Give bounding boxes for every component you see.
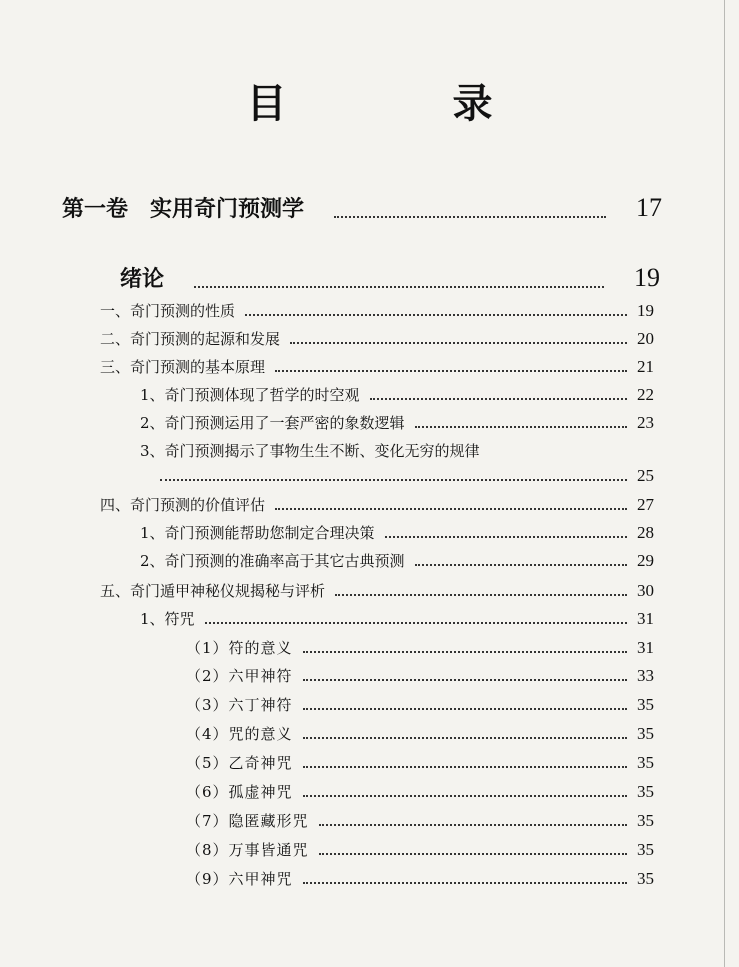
toc-entry-page: 25 bbox=[637, 466, 654, 485]
page-title: 目 录 bbox=[246, 81, 569, 127]
toc-entry-label: 1、符咒 bbox=[140, 610, 195, 628]
toc-entry-label: 1、奇门预测体现了哲学的时空观 bbox=[140, 386, 360, 404]
toc-entry-label: 四、奇门预测的价值评估 bbox=[100, 496, 266, 514]
toc-entry-label: （4）咒的意义 bbox=[186, 725, 293, 743]
toc-entry-section-4-2[interactable] bbox=[140, 550, 654, 571]
toc-entry-section-5-1-2[interactable] bbox=[186, 665, 654, 686]
dot-leader bbox=[205, 621, 627, 624]
toc-entry-section-5-1-8[interactable] bbox=[186, 839, 654, 860]
toc-entry-page: 23 bbox=[637, 413, 654, 432]
toc-entry-section-3-3-label[interactable]: 3、奇门预测揭示了事物生生不断、变化无穷的规律 bbox=[140, 442, 480, 460]
toc-entry-section-4-1[interactable] bbox=[140, 522, 654, 543]
toc-entry-page: 35 bbox=[637, 840, 654, 859]
toc-entry-section-5-1-5[interactable] bbox=[186, 752, 654, 773]
toc-entry-label: （6）孤虚神咒 bbox=[186, 783, 293, 801]
toc-entry-page: 35 bbox=[637, 695, 654, 714]
toc-entry-section-5-1[interactable] bbox=[140, 608, 654, 629]
toc-entry-page: 27 bbox=[637, 495, 654, 514]
dot-leader bbox=[303, 650, 627, 653]
toc-entry-page: 21 bbox=[637, 357, 654, 376]
dot-leader bbox=[303, 881, 627, 884]
toc-entry-label: 二、奇门预测的起源和发展 bbox=[100, 330, 281, 348]
dot-leader bbox=[319, 823, 627, 826]
toc-entry-label: （1）符的意义 bbox=[186, 639, 293, 657]
toc-entry-section-3-3[interactable] bbox=[160, 466, 654, 486]
toc-entry-section-5-1-3[interactable] bbox=[186, 694, 654, 715]
dot-leader bbox=[334, 215, 606, 218]
dot-leader bbox=[194, 285, 604, 288]
dot-leader bbox=[160, 478, 627, 481]
toc-entry-page: 35 bbox=[637, 869, 654, 888]
dot-leader bbox=[303, 736, 627, 739]
page-edge-line bbox=[724, 0, 725, 967]
toc-entry-section-5-1-1[interactable] bbox=[186, 637, 654, 658]
toc-entry-page: 22 bbox=[637, 385, 654, 404]
toc-entry-label: （2）六甲神符 bbox=[186, 667, 293, 685]
toc-entry-page: 29 bbox=[637, 551, 654, 570]
toc-entry-page: 35 bbox=[637, 724, 654, 743]
toc-entry-page: 20 bbox=[637, 329, 654, 348]
toc-entry-label: 第一卷 实用奇门预测学 bbox=[62, 197, 305, 222]
toc-entry-page: 35 bbox=[637, 811, 654, 830]
dot-leader bbox=[415, 425, 627, 428]
toc-entry-label: 2、奇门预测的准确率高于其它古典预测 bbox=[140, 552, 405, 570]
toc-entry-section-1[interactable] bbox=[100, 300, 654, 321]
dot-leader bbox=[303, 765, 627, 768]
dot-leader bbox=[370, 397, 627, 400]
toc-entry-section-3-1[interactable] bbox=[140, 384, 654, 405]
toc-entry-page: 30 bbox=[637, 581, 654, 600]
toc-entry-page: 35 bbox=[637, 753, 654, 772]
toc-entry-page: 19 bbox=[634, 263, 660, 292]
toc-entry-section-4[interactable] bbox=[100, 494, 654, 515]
dot-leader bbox=[319, 852, 627, 855]
dot-leader bbox=[245, 313, 627, 316]
toc-entry-page: 19 bbox=[637, 301, 654, 320]
toc-entry-page: 28 bbox=[637, 523, 654, 542]
toc-entry-label: 2、奇门预测运用了一套严密的象数逻辑 bbox=[140, 414, 405, 432]
toc-entry-section-5-1-7[interactable] bbox=[186, 810, 654, 831]
toc-entry-section-5-1-6[interactable] bbox=[186, 781, 654, 802]
toc-entry-label: 三、奇门预测的基本原理 bbox=[100, 358, 266, 376]
toc-entry-page: 31 bbox=[637, 609, 654, 628]
toc-entry-section-5-1-4[interactable] bbox=[186, 723, 654, 744]
toc-entry-label: 一、奇门预测的性质 bbox=[100, 302, 236, 320]
toc-entry-page: 17 bbox=[636, 193, 662, 222]
dot-leader bbox=[290, 341, 627, 344]
toc-entry-label: （9）六甲神咒 bbox=[186, 870, 293, 888]
toc-entry-section-3[interactable] bbox=[100, 356, 654, 377]
toc-entry-section-2[interactable] bbox=[100, 328, 654, 349]
toc-entry-section-5[interactable] bbox=[100, 580, 654, 601]
dot-leader bbox=[303, 678, 627, 681]
dot-leader bbox=[385, 535, 627, 538]
toc-entry-page: 33 bbox=[637, 666, 654, 685]
toc-entry-label: 绪论 bbox=[120, 267, 165, 292]
dot-leader bbox=[275, 369, 627, 372]
toc-entry-page: 35 bbox=[637, 782, 654, 801]
toc-entry-section-3-2[interactable] bbox=[140, 412, 654, 433]
dot-leader bbox=[335, 593, 627, 596]
dot-leader bbox=[303, 794, 627, 797]
dot-leader bbox=[275, 507, 627, 510]
toc-entry-volume-1[interactable] bbox=[62, 192, 662, 223]
toc-entry-label: （5）乙奇神咒 bbox=[186, 754, 293, 772]
toc-entry-label: （3）六丁神符 bbox=[186, 696, 293, 714]
toc-entry-section-5-1-9[interactable] bbox=[186, 868, 654, 889]
toc-entry-introduction[interactable] bbox=[120, 262, 660, 293]
toc-entry-label: （7）隐匿藏形咒 bbox=[186, 812, 309, 830]
toc-entry-page: 31 bbox=[637, 638, 654, 657]
toc-entry-label: （8）万事皆通咒 bbox=[186, 841, 309, 859]
dot-leader bbox=[303, 707, 627, 710]
toc-entry-label: 五、奇门遁甲神秘仪规揭秘与评析 bbox=[100, 582, 326, 600]
toc-entry-label: 1、奇门预测能帮助您制定合理决策 bbox=[140, 524, 375, 542]
dot-leader bbox=[415, 563, 627, 566]
